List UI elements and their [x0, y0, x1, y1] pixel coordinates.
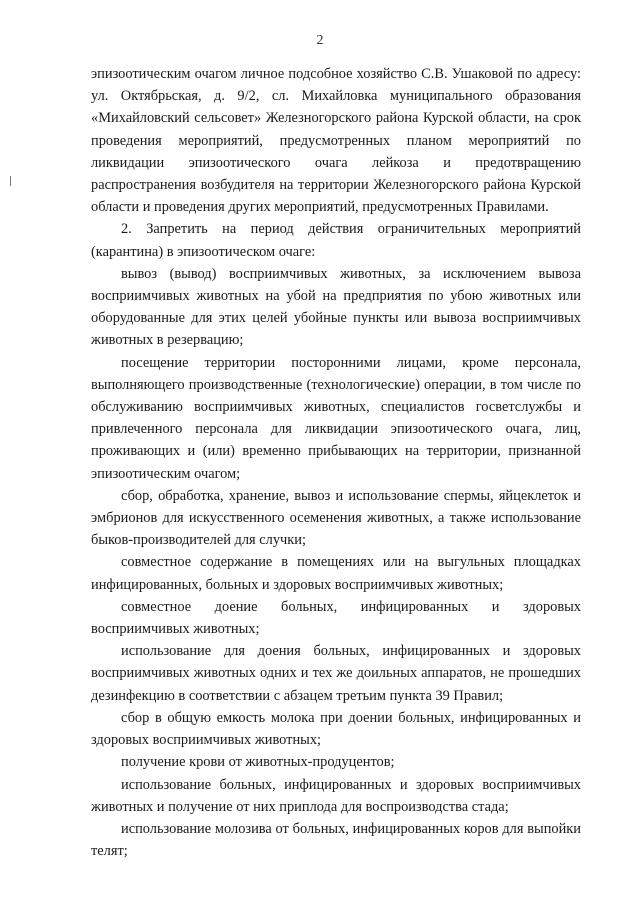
- paragraph-continuation: эпизоотическим очагом личное подсобное хозяйство С.В. Ушаковой по адресу: ул. Октябрьская, д. 9/2, сл. Михайловка муниципального образования «Михайловский сельсовет» Железногорского района Курской области, на срок проведения мероприятий, предусмотренных планом мероприятий по ликвидации эпизоотического очага лейкоза и предотвращению распространения возбудителя на территории Железногорского района Курской области и проведения других мероприятий, предусмотренных Правилами.: [91, 66, 581, 216]
- paragraph-restriction-milking: совместное доение больных, инфицированных и здоровых восприимчивых животных;: [91, 598, 581, 638]
- paragraph-restriction-visits: посещение территории посторонними лицами, кроме персонала, выполняющего производственные (технологические) операции, в том числе по обслуживанию восприимчивых животных, специалистов госветслужбы и привлеченного персонала для ликвидации эпизоотического очага, лиц, проживающих и (или) временно прибывающих на территории, признанной эпизоотическим очагом;: [91, 354, 581, 482]
- paragraph-item-2: 2. Запретить на период действия ограничительных мероприятий (карантина) в эпизоотическом очаге:: [91, 221, 581, 260]
- page-number: 2: [316, 33, 324, 48]
- paragraph-restriction-blood: получение крови от животных-продуцентов;: [121, 754, 395, 771]
- paragraph-restriction-export: вывоз (вывод) восприимчивых животных, за исключением вывоза восприимчивых животных на убой на предприятия по убою животных или оборудованные для этих целей убойные пункты или вывоза восприимчивых животных в резервацию;: [91, 265, 581, 349]
- paragraph-restriction-housing: совместное содержание в помещениях или на выгульных площадках инфицированных, больных и здоровых восприимчивых животных;: [91, 554, 581, 593]
- document-body: [91, 63, 581, 862]
- paragraph-restriction-breeding: использование больных, инфицированных и здоровых восприимчивых животных и получение от них приплода для воспроизводства стада;: [91, 776, 581, 815]
- paragraph-restriction-semen: сбор, обработка, хранение, вывоз и использование спермы, яйцеклеток и эмбрионов для искусственного осеменения животных, а также использование быков-производителей для случки;: [91, 487, 581, 549]
- scan-margin-mark: [10, 176, 11, 186]
- paragraph-restriction-equipment: использование для доения больных, инфицированных и здоровых восприимчивых животных одних и тех же доильных аппаратов, не прошедших дезинфекцию в соответствии с абзацем третьим пункта 39 Правил;: [91, 643, 581, 704]
- paragraph-restriction-colostrum: использование молозива от больных, инфицированных коров для выпойки телят;: [91, 820, 581, 860]
- paragraph-restriction-milk-collection: сбор в общую емкость молока при доении больных, инфицированных и здоровых восприимчивых животных;: [91, 709, 581, 749]
